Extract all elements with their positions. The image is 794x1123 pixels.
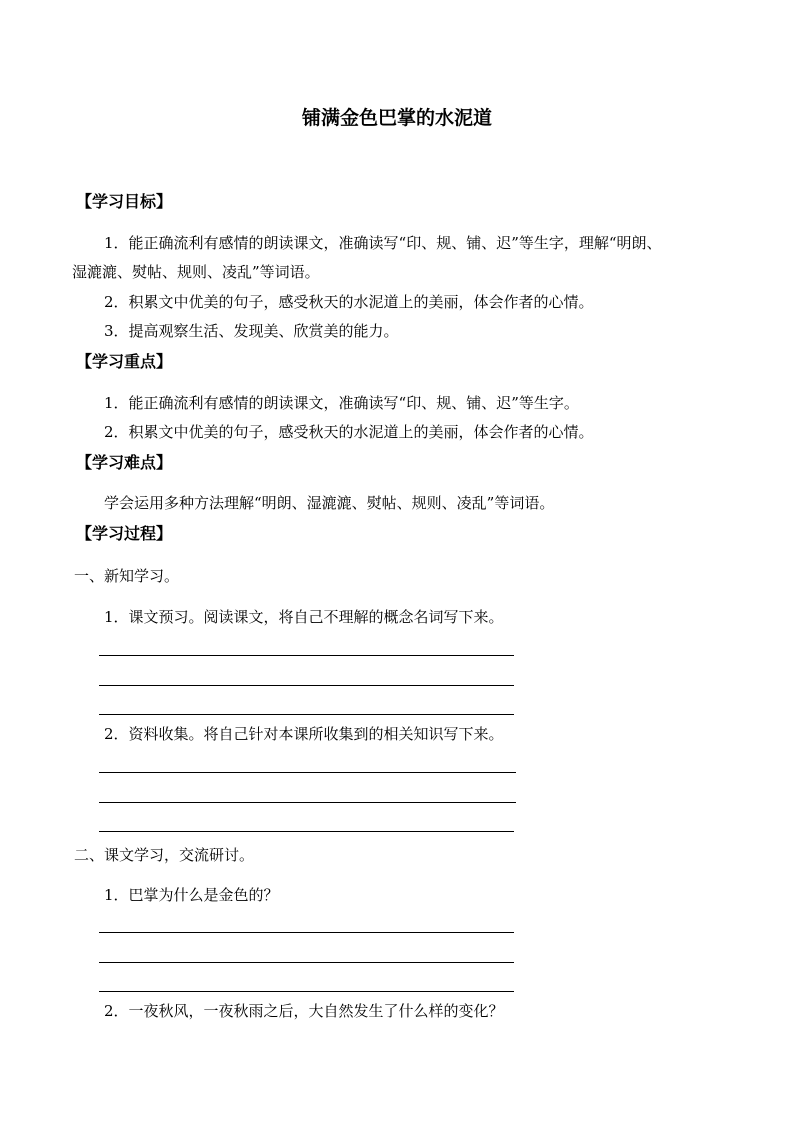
answer-line[interactable] bbox=[99, 655, 514, 656]
part1-question-2: 2．资料收集。将自己针对本课所收集到的相关知识写下来。 bbox=[104, 725, 504, 743]
difficulties-heading: 【学习难点】 bbox=[76, 453, 173, 472]
answer-line[interactable] bbox=[99, 802, 516, 803]
goal-item-3: 3．提高观察生活、发现美、欣赏美的能力。 bbox=[104, 322, 399, 340]
answer-line[interactable] bbox=[99, 831, 514, 832]
key-point-item-1: 1．能正确流利有感情的朗读课文，准确读写“印、规、铺、迟”等生字。 bbox=[104, 394, 579, 412]
goal-item-1-line-2: 湿漉漉、熨帖、规则、凌乱”等词语。 bbox=[72, 263, 320, 281]
difficulties-text: 学会运用多种方法理解“明朗、湿漉漉、熨帖、规则、凌乱”等词语。 bbox=[104, 494, 555, 512]
part2-question-1: 1．巴掌为什么是金色的？ bbox=[104, 886, 279, 904]
part2-question-2: 2．一夜秋风，一夜秋雨之后，大自然发生了什么样的变化？ bbox=[104, 1002, 504, 1020]
answer-line[interactable] bbox=[99, 685, 514, 686]
process-heading: 【学习过程】 bbox=[76, 524, 173, 543]
goals-heading: 【学习目标】 bbox=[76, 192, 173, 211]
goal-item-1-line-1: 1．能正确流利有感情的朗读课文，准确读写“印、规、铺、迟”等生字，理解“明朗、 bbox=[104, 234, 662, 252]
key-point-item-2: 2．积累文中优美的句子，感受秋天的水泥道上的美丽，体会作者的心情。 bbox=[104, 423, 594, 441]
part1-title: 一、新知学习。 bbox=[74, 567, 180, 585]
page-title: 铺满金色巴掌的水泥道 bbox=[301, 107, 492, 129]
answer-line[interactable] bbox=[99, 714, 514, 715]
goal-item-2: 2．积累文中优美的句子，感受秋天的水泥道上的美丽，体会作者的心情。 bbox=[104, 293, 594, 311]
part1-question-1: 1．课文预习。阅读课文，将自己不理解的概念名词写下来。 bbox=[104, 608, 504, 626]
answer-line[interactable] bbox=[99, 932, 514, 933]
answer-line[interactable] bbox=[99, 772, 516, 773]
key-points-heading: 【学习重点】 bbox=[76, 352, 173, 371]
answer-line[interactable] bbox=[99, 962, 514, 963]
part2-title: 二、课文学习，交流研讨。 bbox=[74, 846, 255, 864]
answer-line[interactable] bbox=[99, 991, 514, 992]
